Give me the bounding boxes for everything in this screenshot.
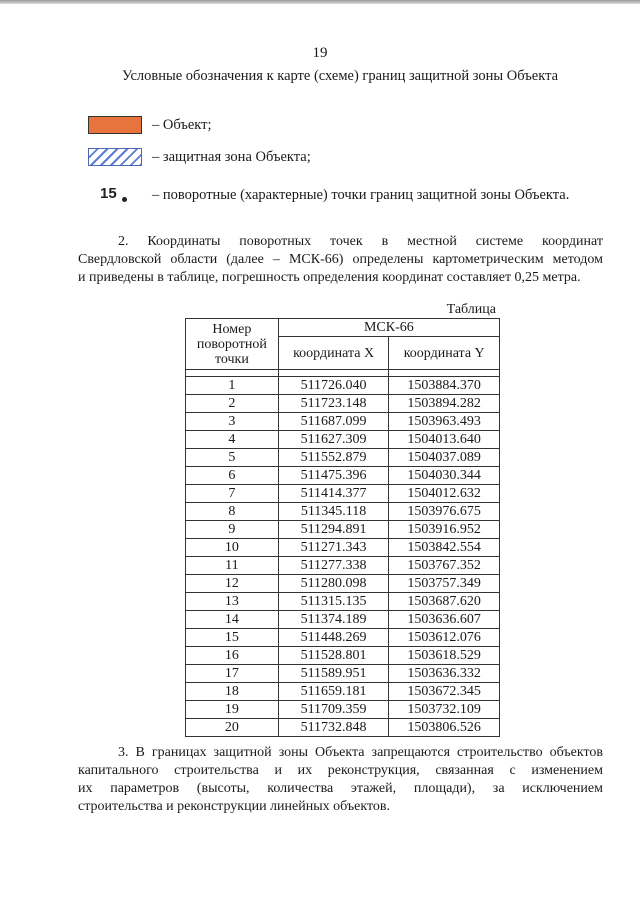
paragraph-coordinates xyxy=(78,233,603,287)
cell-coordinate-x: 511280.098 xyxy=(278,575,389,593)
cell-coordinate-y: 1503884.370 xyxy=(389,377,500,395)
cell-coordinate-y: 1503732.109 xyxy=(389,701,500,719)
cell-coordinate-x: 511475.396 xyxy=(278,467,389,485)
cell-coordinate-y: 1503636.607 xyxy=(389,611,500,629)
table-row xyxy=(186,431,500,449)
scan-edge xyxy=(0,0,640,4)
table-row xyxy=(186,665,500,683)
table-caption: Таблица xyxy=(446,302,496,317)
cell-point-number: 9 xyxy=(186,521,279,539)
cell-point-number: 16 xyxy=(186,647,279,665)
table-row xyxy=(186,449,500,467)
cell-point-number: 1 xyxy=(186,377,279,395)
table-row xyxy=(186,539,500,557)
cell-coordinate-x: 511374.189 xyxy=(278,611,389,629)
cell-coordinate-x: 511528.801 xyxy=(278,647,389,665)
cell-coordinate-y: 1503636.332 xyxy=(389,665,500,683)
coordinates-table xyxy=(185,318,500,737)
header-coordinate-system: МСК-66 xyxy=(278,319,499,337)
cell-point-number: 7 xyxy=(186,485,279,503)
table-row xyxy=(186,503,500,521)
table-row xyxy=(186,647,500,665)
blue-hatch-swatch-icon xyxy=(88,148,142,166)
cell-coordinate-y: 1503757.349 xyxy=(389,575,500,593)
cell-point-number: 2 xyxy=(186,395,279,413)
table-row xyxy=(186,467,500,485)
paragraph-line: капитального строительства и их реконструкция, связанная с изменением xyxy=(78,763,603,778)
cell-coordinate-x: 511709.359 xyxy=(278,701,389,719)
table-row xyxy=(186,557,500,575)
paragraph-line: Свердловской области (далее – МСК-66) определены картометрическим методом xyxy=(78,252,603,267)
cell-point-number: 5 xyxy=(186,449,279,467)
cell-point-number: 13 xyxy=(186,593,279,611)
legend-item-protection-zone xyxy=(88,146,311,168)
cell-point-number: 10 xyxy=(186,539,279,557)
cell-coordinate-x: 511277.338 xyxy=(278,557,389,575)
paragraph-line: и приведены в таблице, погрешность определения координат составляет 0,25 метра. xyxy=(78,270,581,285)
point-dot-icon xyxy=(122,197,127,202)
cell-coordinate-x: 511687.099 xyxy=(278,413,389,431)
cell-coordinate-y: 1504012.632 xyxy=(389,485,500,503)
cell-coordinate-x: 511659.181 xyxy=(278,683,389,701)
legend-label: – защитная зона Объекта; xyxy=(152,148,311,165)
header-point-number: Номер поворотной точки xyxy=(186,319,279,370)
cell-point-number: 8 xyxy=(186,503,279,521)
cell-coordinate-x: 511552.879 xyxy=(278,449,389,467)
cell-coordinate-y: 1503963.493 xyxy=(389,413,500,431)
cell-point-number: 15 xyxy=(186,629,279,647)
table-row xyxy=(186,683,500,701)
header-separator xyxy=(186,370,500,377)
cell-point-number: 20 xyxy=(186,719,279,737)
header-y: координата Y xyxy=(389,337,500,370)
cell-coordinate-x: 511589.951 xyxy=(278,665,389,683)
cell-coordinate-y: 1504037.089 xyxy=(389,449,500,467)
header-x: координата X xyxy=(278,337,389,370)
cell-coordinate-x: 511726.040 xyxy=(278,377,389,395)
table-row xyxy=(186,629,500,647)
cell-coordinate-y: 1503916.952 xyxy=(389,521,500,539)
table-row xyxy=(186,701,500,719)
cell-point-number: 14 xyxy=(186,611,279,629)
cell-point-number: 19 xyxy=(186,701,279,719)
cell-coordinate-y: 1503618.529 xyxy=(389,647,500,665)
marker-number: 15 xyxy=(100,185,117,202)
table-row xyxy=(186,521,500,539)
cell-point-number: 17 xyxy=(186,665,279,683)
paragraph-line: строительства и реконструкции линейных объектов. xyxy=(78,799,391,814)
cell-coordinate-x: 511271.343 xyxy=(278,539,389,557)
legend-label: – поворотные (характерные) точки границ защитной зоны Объекта. xyxy=(152,186,570,203)
orange-fill-swatch-icon xyxy=(88,116,142,134)
paragraph-line: 2. Координаты поворотных точек в местной системе координат xyxy=(118,234,603,249)
cell-coordinate-y: 1503842.554 xyxy=(389,539,500,557)
cell-point-number: 12 xyxy=(186,575,279,593)
legend-label: – Объект; xyxy=(152,116,212,133)
legend-title: Условные обозначения к карте (схеме) границ защитной зоны Объекта xyxy=(121,68,559,84)
cell-coordinate-x: 511627.309 xyxy=(278,431,389,449)
cell-coordinate-y: 1504030.344 xyxy=(389,467,500,485)
cell-coordinate-y: 1503976.675 xyxy=(389,503,500,521)
legend-item-turning-points xyxy=(88,184,569,206)
cell-coordinate-y: 1503806.526 xyxy=(389,719,500,737)
cell-coordinate-y: 1503612.076 xyxy=(389,629,500,647)
page-number: 19 xyxy=(312,45,328,61)
cell-coordinate-x: 511732.848 xyxy=(278,719,389,737)
table-row xyxy=(186,611,500,629)
cell-coordinate-x: 511448.269 xyxy=(278,629,389,647)
table-row xyxy=(186,593,500,611)
cell-coordinate-x: 511294.891 xyxy=(278,521,389,539)
cell-coordinate-y: 1503767.352 xyxy=(389,557,500,575)
legend-item-object xyxy=(88,114,212,136)
cell-point-number: 6 xyxy=(186,467,279,485)
table-body xyxy=(186,370,500,737)
cell-point-number: 18 xyxy=(186,683,279,701)
paragraph-line: их параметров (высоты, количества этажей, площади), за исключением xyxy=(78,781,603,796)
cell-point-number: 11 xyxy=(186,557,279,575)
table-row xyxy=(186,377,500,395)
paragraph-restrictions xyxy=(78,744,603,816)
table-header-row xyxy=(186,319,500,337)
table-row xyxy=(186,395,500,413)
paragraph-line: 3. В границах защитной зоны Объекта запрещаются строительство объектов xyxy=(118,745,603,760)
cell-coordinate-x: 511723.148 xyxy=(278,395,389,413)
cell-coordinate-y: 1504013.640 xyxy=(389,431,500,449)
cell-coordinate-x: 511315.135 xyxy=(278,593,389,611)
turning-point-marker-icon xyxy=(88,184,142,206)
table-row xyxy=(186,575,500,593)
table-row xyxy=(186,719,500,737)
cell-coordinate-x: 511345.118 xyxy=(278,503,389,521)
table-row xyxy=(186,485,500,503)
cell-point-number: 4 xyxy=(186,431,279,449)
cell-coordinate-y: 1503894.282 xyxy=(389,395,500,413)
cell-point-number: 3 xyxy=(186,413,279,431)
cell-coordinate-y: 1503687.620 xyxy=(389,593,500,611)
cell-coordinate-y: 1503672.345 xyxy=(389,683,500,701)
table-row xyxy=(186,413,500,431)
cell-coordinate-x: 511414.377 xyxy=(278,485,389,503)
